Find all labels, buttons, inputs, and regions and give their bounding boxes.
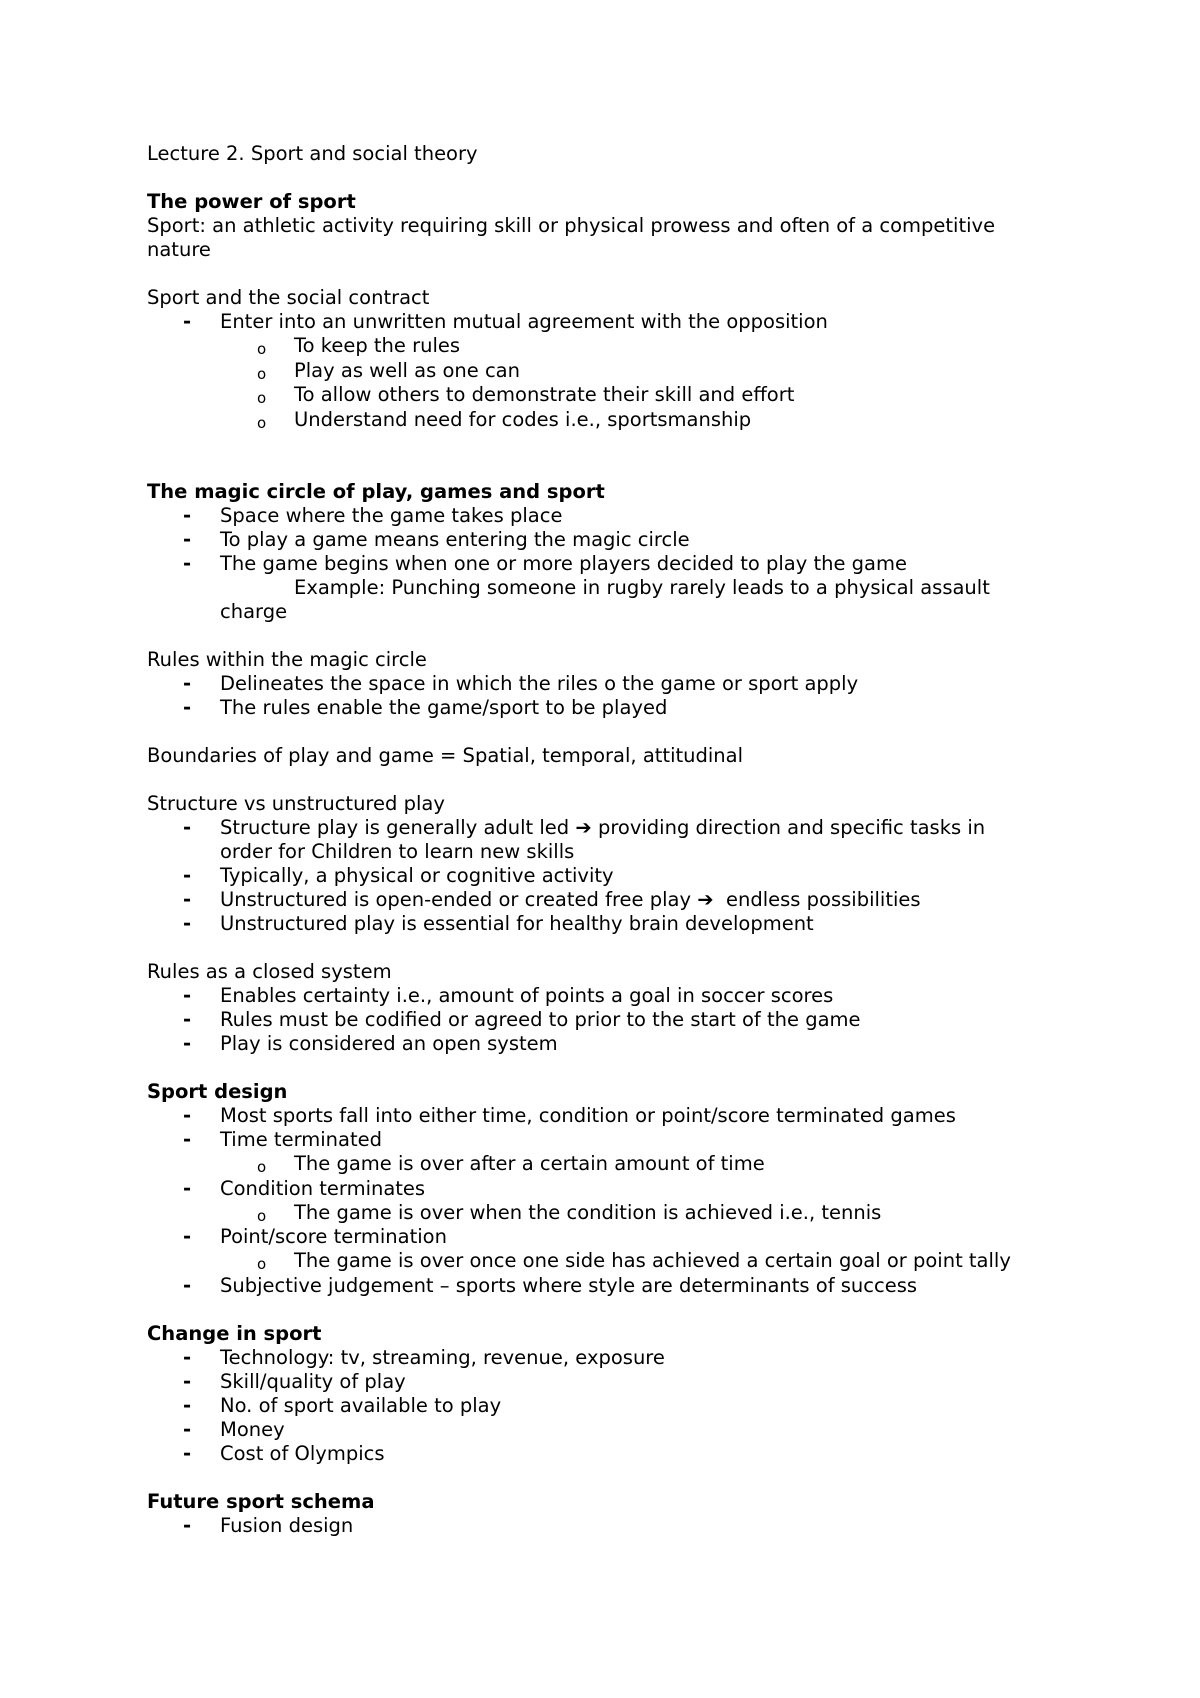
list-item: - The game begins when one or more players decided to play the game — [183, 552, 907, 575]
list-item: - Condition terminates — [183, 1176, 426, 1200]
section-heading-power-of-sport: The power of sport — [147, 190, 356, 213]
sub-list-item: o Play as well as one can — [147, 359, 1067, 384]
list-item: - Play is considered an open system — [183, 1032, 558, 1055]
section-heading-change-in-sport: Change in sport — [147, 1321, 322, 1345]
list-item: - Enables certainty i.e., amount of points a goal in soccer scores — [183, 984, 834, 1007]
list-item: - Subjective judgement – sports where style are determinants of success — [183, 1273, 918, 1297]
dash-bullet-icon: - — [183, 1417, 192, 1441]
section-heading-magic-circle: The magic circle of play, games and sport — [147, 480, 605, 503]
dash-bullet-icon: - — [183, 528, 192, 551]
dash-bullet-icon: - — [183, 1128, 192, 1151]
arrow-right-icon: ➔ — [697, 888, 714, 911]
dash-bullet-icon: - — [183, 552, 192, 575]
sub-list-item: o To keep the rules — [147, 334, 1067, 359]
section-heading-rules-magic-circle: Rules within the magic circle — [147, 648, 427, 671]
list-item: - Point/score termination — [183, 1225, 447, 1248]
arrow-right-icon: ➔ — [575, 816, 592, 839]
list-item: - Time terminated — [183, 1128, 382, 1151]
list-item: - Rules must be codified or agreed to prior to the start of the game — [183, 1008, 861, 1031]
page-title: Lecture 2. Sport and social theory — [147, 142, 478, 165]
dash-bullet-icon: - — [183, 1176, 192, 1200]
list-item: - Typically, a physical or cognitive activity — [183, 864, 614, 887]
dash-bullet-icon: - — [183, 1104, 192, 1127]
dash-bullet-icon: - — [183, 672, 192, 695]
list-item: - Unstructured is open-ended or created free play ➔ endless possibilities — [183, 888, 921, 911]
circle-bullet-icon: o — [257, 389, 267, 407]
list-item: - The rules enable the game/sport to be played — [183, 696, 668, 719]
sub-list-item: o To allow others to demonstrate their skill and effort — [147, 383, 1067, 408]
dash-bullet-icon: - — [183, 1345, 192, 1369]
list-item: - Space where the game takes place — [183, 504, 563, 527]
dash-bullet-icon: - — [183, 888, 192, 911]
list-item: - Structure play is generally adult led ➔ providing direction and specific tasks in — [183, 816, 986, 839]
list-item: - Money — [183, 1417, 285, 1441]
dash-bullet-icon: - — [183, 816, 192, 839]
list-item-cont: order for Children to learn new skills — [220, 840, 575, 863]
dash-bullet-icon: - — [183, 984, 192, 1007]
example-text-cont: charge — [220, 600, 288, 623]
circle-bullet-icon: o — [257, 1255, 267, 1273]
sub-list-item: o The game is over once one side has achieved a certain goal or point tally — [147, 1249, 1067, 1274]
boundaries-line: Boundaries of play and game = Spatial, temporal, attitudinal — [147, 744, 744, 767]
list-item: - Most sports fall into either time, condition or point/score terminated games — [183, 1104, 956, 1127]
list-item: - Technology: tv, streaming, revenue, exposure — [183, 1345, 665, 1369]
list-item: - Skill/quality of play — [183, 1369, 406, 1393]
dash-bullet-icon: - — [183, 1225, 192, 1248]
circle-bullet-icon: o — [257, 1206, 267, 1225]
section-heading-closed-system: Rules as a closed system — [147, 960, 392, 983]
list-item: - Enter into an unwritten mutual agreement with the opposition — [183, 310, 828, 333]
dash-bullet-icon: - — [183, 1513, 192, 1537]
dash-bullet-icon: - — [183, 1032, 192, 1055]
dash-bullet-icon: - — [183, 696, 192, 719]
circle-bullet-icon: o — [257, 413, 267, 432]
list-item: - To play a game means entering the magic circle — [183, 528, 690, 551]
list-item: - No. of sport available to play — [183, 1393, 502, 1417]
sub-list-item: o The game is over when the condition is achieved i.e., tennis — [147, 1201, 1067, 1226]
example-text: Example: Punching someone in rugby rarely leads to a physical assault — [294, 576, 990, 599]
list-item: - Cost of Olympics — [183, 1441, 385, 1465]
section-heading-sport-design: Sport design — [147, 1080, 288, 1103]
dash-bullet-icon: - — [183, 1369, 192, 1393]
sub-list-item: o The game is over after a certain amount of time — [147, 1152, 1067, 1177]
dash-bullet-icon: - — [183, 864, 192, 887]
document-body — [147, 142, 1067, 1538]
circle-bullet-icon: o — [257, 364, 267, 383]
circle-bullet-icon: o — [257, 340, 267, 358]
sub-list-item: o Understand need for codes i.e., sportsmanship — [147, 408, 1067, 433]
definition-line: Sport: an athletic activity requiring skill or physical prowess and often of a competitive — [147, 214, 996, 237]
dash-bullet-icon: - — [183, 310, 192, 333]
list-item: - Unstructured play is essential for healthy brain development — [183, 912, 814, 935]
dash-bullet-icon: - — [183, 912, 192, 935]
section-heading-structure-play: Structure vs unstructured play — [147, 792, 445, 815]
list-item: - Fusion design — [183, 1513, 354, 1537]
section-heading-social-contract: Sport and the social contract — [147, 286, 430, 309]
dash-bullet-icon: - — [183, 1441, 192, 1465]
dash-bullet-icon: - — [183, 1273, 192, 1297]
list-item: - Delineates the space in which the riles o the game or sport apply — [183, 672, 859, 695]
section-heading-future-sport: Future sport schema — [147, 1489, 375, 1513]
dash-bullet-icon: - — [183, 1393, 192, 1417]
dash-bullet-icon: - — [183, 504, 192, 527]
circle-bullet-icon: o — [257, 1158, 267, 1176]
definition-line-cont: nature — [147, 238, 211, 261]
dash-bullet-icon: - — [183, 1008, 192, 1031]
